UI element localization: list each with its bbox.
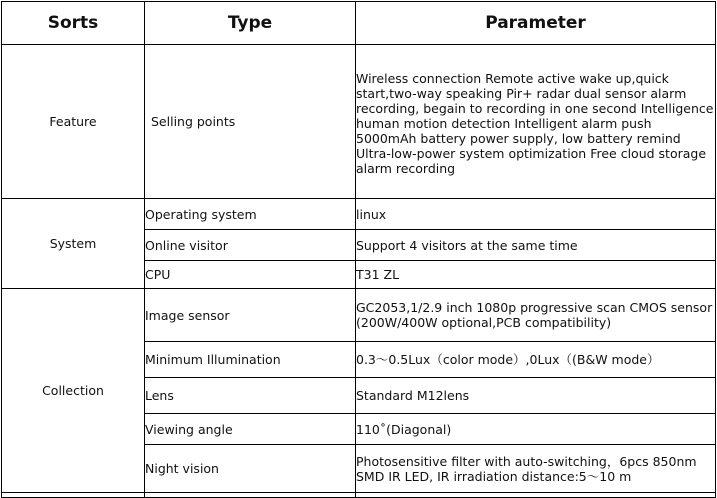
header-row: [2, 2, 716, 45]
sort-system: System: [2, 199, 145, 289]
type-cpu: CPU: [145, 261, 356, 289]
type-night-vision: Night vision: [145, 445, 356, 493]
type-lens: Lens: [145, 378, 356, 414]
param-cpu: T31 ZL: [356, 261, 716, 289]
header-parameter: Parameter: [356, 2, 716, 45]
continuation-cell: [2, 493, 145, 498]
param-viewing-angle: 110˚(Diagonal): [356, 414, 716, 445]
table-row: [2, 289, 716, 342]
type-viewing-angle: Viewing angle: [145, 414, 356, 445]
sort-collection: Collection: [2, 289, 145, 493]
sort-feature: Feature: [2, 45, 145, 199]
type-operating-system: Operating system: [145, 199, 356, 230]
param-night-vision: Photosensitive filter with auto-switching，6pcs 850nm SMD IR LED, IR irradiation distance:5～10 m: [356, 445, 716, 493]
type-online-visitor: Online visitor: [145, 230, 356, 261]
param-operating-system: linux: [356, 199, 716, 230]
continuation-cell: [356, 493, 716, 498]
param-image-sensor: GC2053,1/2.9 inch 1080p progressive scan CMOS sensor (200W/400W optional,PCB compatibility): [356, 289, 716, 342]
spec-table: [1, 1, 716, 498]
type-selling-points: Selling points: [145, 45, 356, 199]
continuation-cell: [145, 493, 356, 498]
table-row: [2, 45, 716, 199]
type-minimum-illumination: Minimum Illumination: [145, 342, 356, 378]
header-type: Type: [145, 2, 356, 45]
table-row-continuation: [2, 493, 716, 498]
param-selling-points: Wireless connection Remote active wake up,quick start,two-way speaking Pir+ radar dual sensor alarm recording, begain to recording in one second Intelligence human motion detection Intelligent alarm push 5000mAh battery power supply, low battery remind Ultra-low-power system optimization Free cloud storage alarm recording: [356, 45, 716, 199]
header-sorts: Sorts: [2, 2, 145, 45]
param-online-visitor: Support 4 visitors at the same time: [356, 230, 716, 261]
param-minimum-illumination: 0.3～0.5Lux（color mode）,0Lux（(B&W mode）: [356, 342, 716, 378]
table-row: [2, 199, 716, 230]
param-lens: Standard M12lens: [356, 378, 716, 414]
type-image-sensor: Image sensor: [145, 289, 356, 342]
